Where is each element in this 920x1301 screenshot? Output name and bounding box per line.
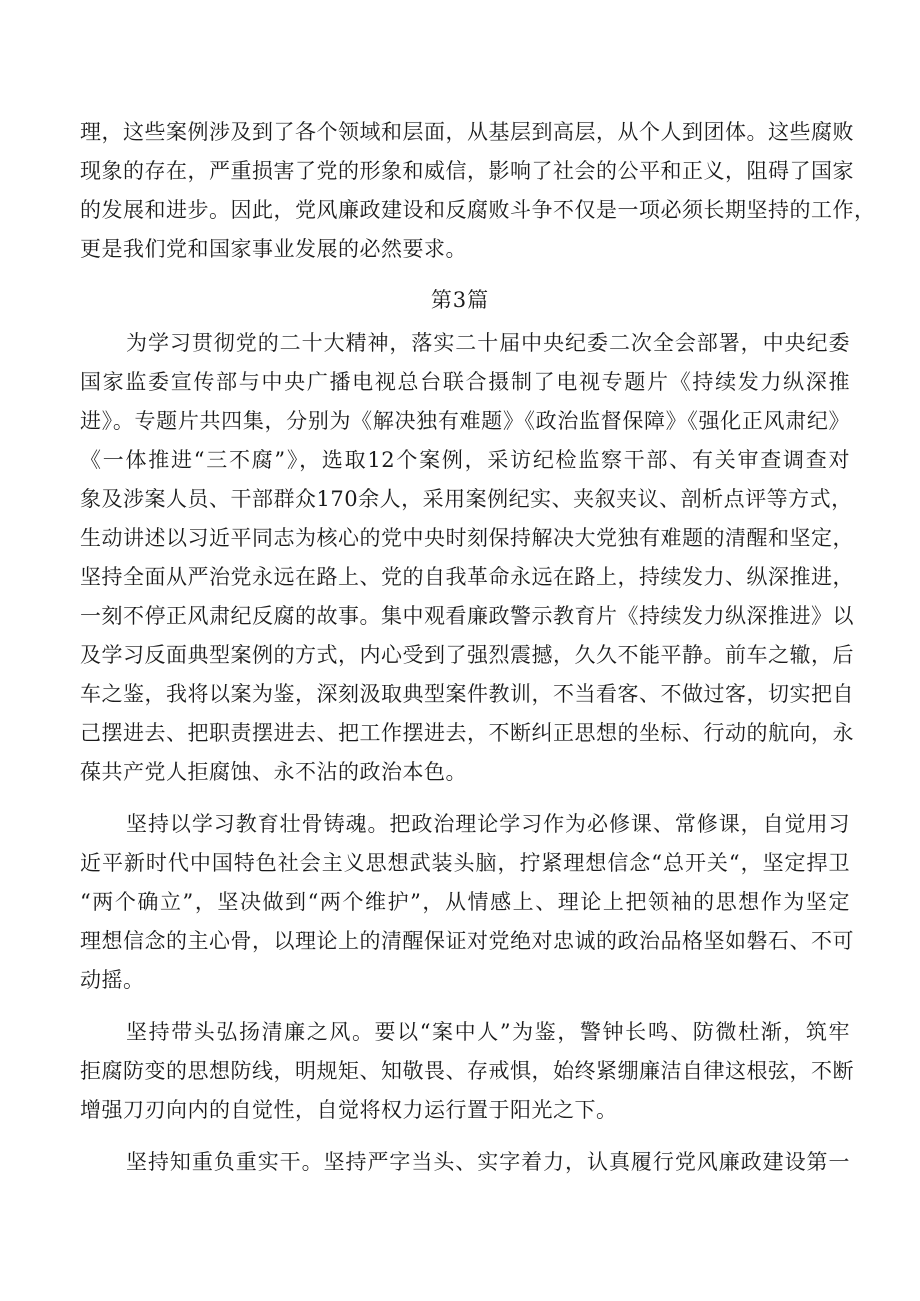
intro-line: 理，这些案例涉及到了各个领域和层面，从基层到高层，从个人到团体。这些腐败: [80, 120, 854, 144]
paragraph-line: 近平新时代中国特色社会主义思想武装头脑，拧紧理想信念“总开关“，坚定捍卫: [80, 851, 850, 875]
paragraph-line: 葆共产党人拒腐蚀、永不沾的政治本色。: [80, 760, 467, 784]
paragraph-line: 生动讲述以习近平同志为核心的党中央时刻保持解决大党独有难题的清醒和坚定，: [80, 526, 854, 550]
section-heading: 第3篇: [430, 288, 490, 312]
paragraph-line: 坚持带头弘扬清廉之风。要以“案中人”为鉴，警钟长鸣、防微杜渐，筑牢: [126, 1020, 850, 1044]
intro-line: 的发展和进步。因此，党风廉政建设和反腐败斗争不仅是一项必须长期坚持的工作，: [80, 198, 876, 222]
paragraph-line: 及学习反面典型案例的方式，内心受到了强烈震撼，久久不能平静。前车之辙，后: [80, 643, 854, 667]
paragraph-line: 进》。专题片共四集，分别为《解决独有难题》《政治监督保障》《强化正风肃纪》: [80, 409, 850, 433]
paragraph-line: 象及涉案人员、干部群众170余人，采用案例纪实、夹叙夹议、剖析点评等方式，: [80, 487, 853, 511]
paragraph-line: 国家监委宣传部与中央广播电视总台联合摄制了电视专题片《持续发力纵深推: [80, 370, 850, 394]
paragraph-line: 为学习贯彻党的二十大精神，落实二十届中央纪委二次全会部署，中央纪委: [126, 331, 850, 355]
paragraph-line: 理想信念的主心骨，以理论上的清醒保证对党绝对忠诚的政治品格坚如磐石、不可: [80, 929, 854, 953]
paragraph-line: 坚持全面从严治党永远在路上、党的自我革命永远在路上，持续发力、纵深推进，: [80, 565, 854, 589]
paragraph-line: 一刻不停正风肃纪反腐的故事。集中观看廉政警示教育片《持续发力纵深推进》以: [80, 604, 854, 628]
paragraph-line: 动摇。: [80, 968, 145, 992]
paragraph-line: 坚持知重负重实干。坚持严字当头、实字着力，认真履行党风廉政建设第一: [126, 1150, 850, 1174]
intro-line: 更是我们党和国家事业发展的必然要求。: [80, 237, 467, 261]
paragraph-line: 己摆进去、把职责摆进去、把工作摆进去，不断纠正思想的坐标、行动的航向，永: [80, 721, 854, 745]
paragraph-line: 增强刀刃向内的自觉性，自觉将权力运行置于阳光之下。: [80, 1098, 618, 1122]
paragraph-line: 车之鉴，我将以案为鉴，深刻汲取典型案件教训，不当看客、不做过客，切实把自: [80, 682, 854, 706]
intro-line: 现象的存在，严重损害了党的形象和威信，影响了社会的公平和正义，阻碍了国家: [80, 159, 854, 183]
paragraph-line: 拒腐防变的思想防线，明规矩、知敬畏、存戒惧，始终紧绷廉洁自律这根弦，不断: [80, 1059, 854, 1083]
paragraph-line: 《一体推进“三不腐”》，选取12个案例，采访纪检监察干部、有关审查调查对: [80, 448, 850, 472]
paragraph-line: “两个确立”，坚决做到“两个维护”，从情感上、理论上把领袖的思想作为坚定: [80, 890, 850, 914]
paragraph-line: 坚持以学习教育壮骨铸魂。把政治理论学习作为必修课、常修课，自觉用习: [126, 812, 850, 836]
